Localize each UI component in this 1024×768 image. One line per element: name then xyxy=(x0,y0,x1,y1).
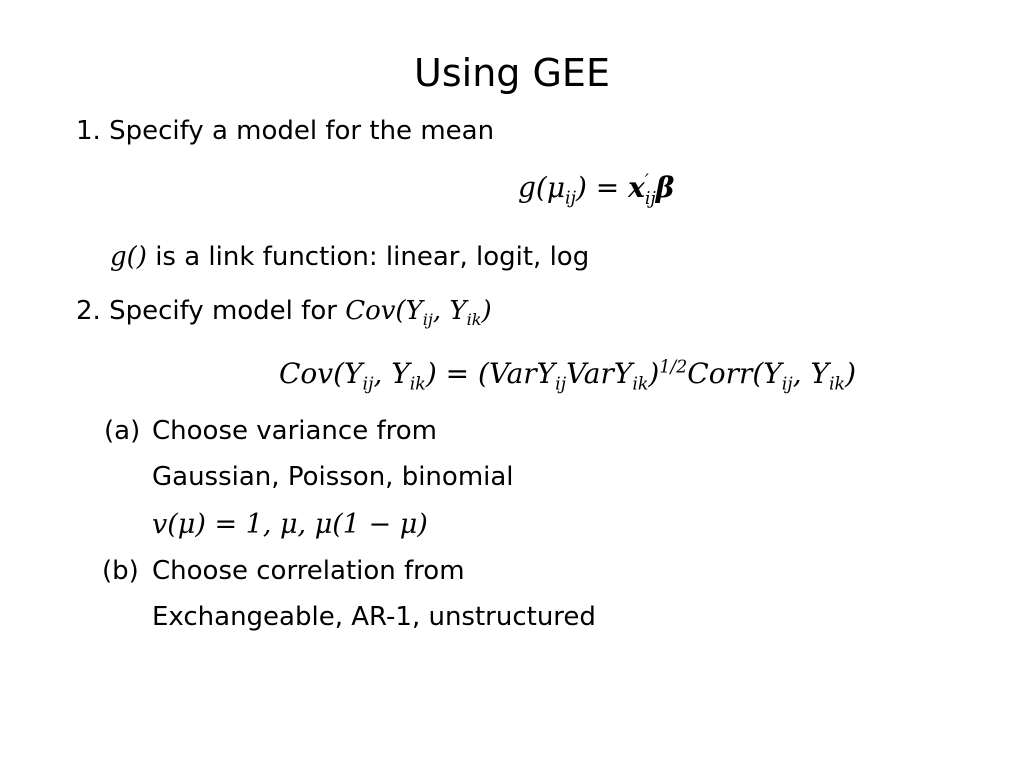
eq1-lhs-sub: ij xyxy=(565,188,576,209)
item-1-number: 1. xyxy=(76,116,101,146)
item-1 xyxy=(76,114,494,148)
sub-item-b-label: (b) xyxy=(102,556,139,586)
covariance-equation: $Cov(Y_{ij}$, $Y_{ik}$) = $(VarY_{ij}VarY_{ik})^{1/2}Corr(Y_{ij}$, $Y_{ik}$) xyxy=(279,357,856,395)
eq1-x: x xyxy=(628,171,645,204)
link-function-text: is a link function: linear, logit, log xyxy=(146,242,590,272)
link-function-note xyxy=(110,240,589,274)
item-2-text: Specify model for xyxy=(109,296,346,326)
slide-title: Using GEE xyxy=(414,51,610,95)
eq1-beta: β xyxy=(655,171,675,204)
item-2-inline-math: $Cov(Y_{ij}$, $Y_{ik}$) xyxy=(345,296,492,330)
sub-item-b xyxy=(102,554,465,588)
item-1-text: Specify a model for the mean xyxy=(109,116,495,146)
sub-item-a-label: (a) xyxy=(104,416,141,446)
eq1-lhs: g(μ xyxy=(518,171,566,204)
mean-model-equation xyxy=(518,170,675,209)
item-2-number: 2. xyxy=(76,296,101,326)
sub-item-a xyxy=(104,414,437,448)
item-2 xyxy=(76,294,492,328)
sub-item-a-text: Choose variance from xyxy=(152,416,437,446)
sub-item-b-line-2: Exchangeable, AR-1, unstructured xyxy=(152,602,596,632)
sub-item-b-text: Choose correlation from xyxy=(152,556,465,586)
sub-item-a-line-2: Gaussian, Poisson, binomial xyxy=(152,462,514,492)
eq1-equals: ) = xyxy=(575,171,629,204)
link-function-math: g() xyxy=(110,242,147,272)
eq1-x-sub: ij xyxy=(644,188,656,209)
eq1-x-prime: ′ xyxy=(644,171,649,192)
variance-functions-math: v(μ) = 1, μ, μ(1 − μ) xyxy=(152,509,428,540)
